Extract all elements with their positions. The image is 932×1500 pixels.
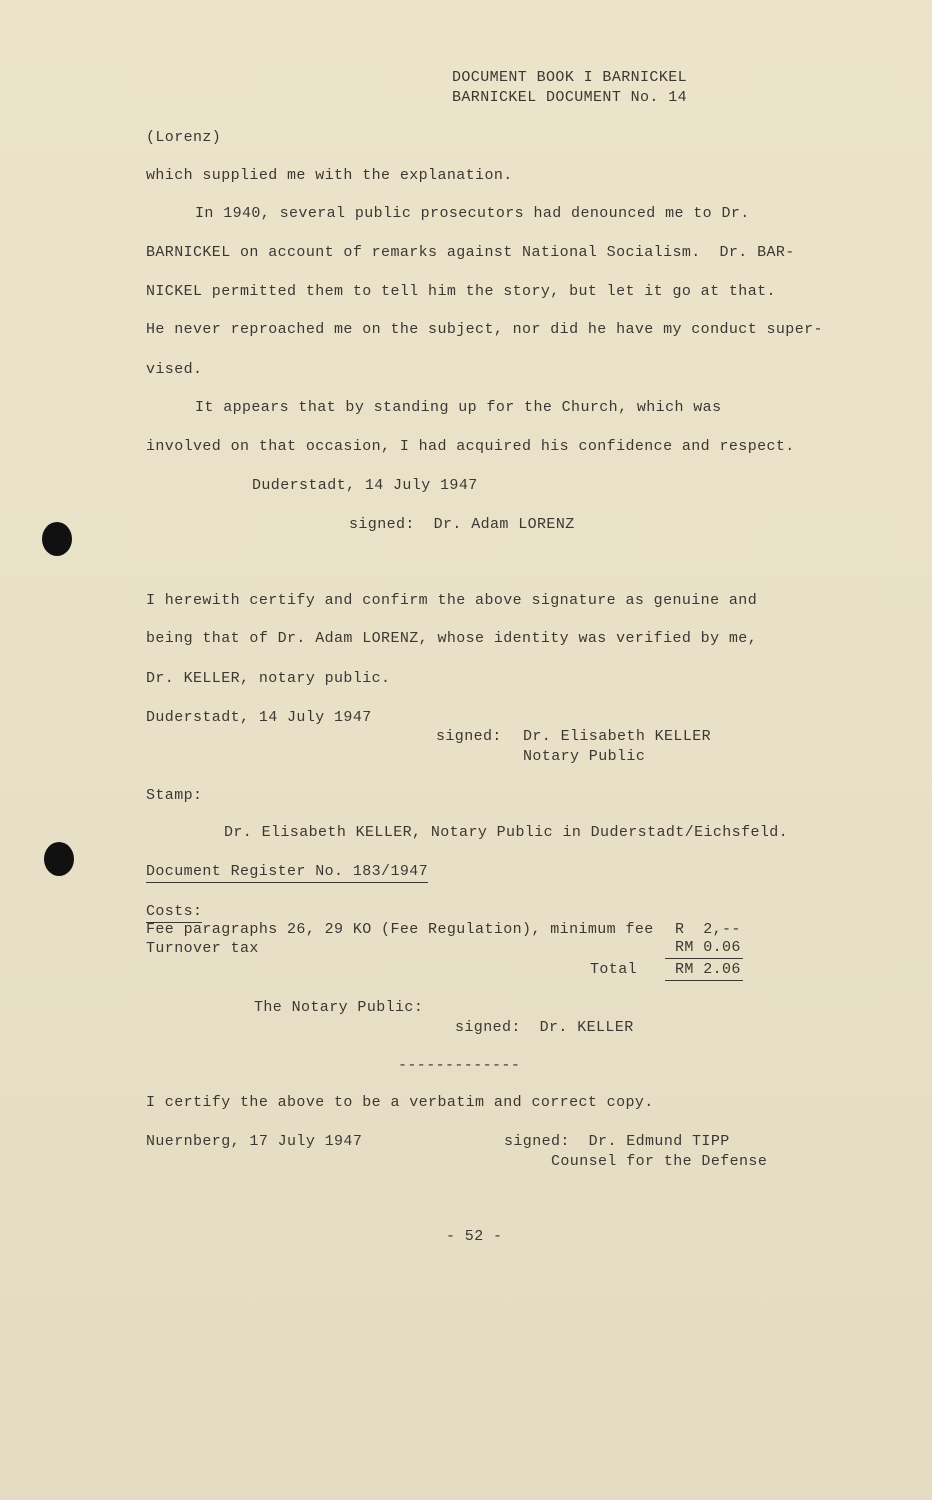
notary-signed: signed: Dr. KELLER: [455, 1019, 634, 1036]
body-line: involved on that occasion, I had acquired his confidence and respect.: [146, 438, 795, 455]
copy-certification: I certify the above to be a verbatim and correct copy.: [146, 1094, 654, 1111]
certification-line: being that of Dr. Adam LORENZ, whose identity was verified by me,: [146, 630, 758, 647]
turnover-tax-label: Turnover tax: [146, 940, 259, 957]
copy-signer-role: Counsel for the Defense: [551, 1153, 768, 1170]
body-line: BARNICKEL on account of remarks against National Socialism. Dr. BAR-: [146, 244, 795, 261]
body-line: He never reproached me on the subject, nor did he have my conduct super-: [146, 321, 823, 338]
stamp-text: Dr. Elisabeth KELLER, Notary Public in Duderstadt/Eichsfeld.: [224, 824, 789, 841]
speaker-label: (Lorenz): [146, 129, 222, 146]
body-line: It appears that by standing up for the Church, which was: [195, 399, 722, 416]
turnover-tax-amount: RM 0.06: [675, 939, 741, 956]
copy-signed: signed: Dr. Edmund TIPP: [504, 1133, 730, 1150]
total-rule: [665, 980, 743, 981]
total-amount: RM 2.06: [675, 961, 741, 978]
body-line: NICKEL permitted them to tell him the story, but let it go at that.: [146, 283, 776, 300]
separator-line: -------------: [398, 1057, 521, 1074]
punch-hole: [42, 522, 72, 556]
header-document-book: DOCUMENT BOOK I BARNICKEL: [452, 69, 688, 86]
costs-label: Costs:: [146, 903, 202, 923]
punch-hole: [44, 842, 74, 876]
document-register: Document Register No. 183/1947: [146, 863, 428, 883]
body-line: which supplied me with the explanation.: [146, 167, 513, 184]
certification-line: Dr. KELLER, notary public.: [146, 670, 391, 687]
copy-place-date: Nuernberg, 17 July 1947: [146, 1133, 363, 1150]
fee-amount: R 2,--: [675, 921, 741, 938]
body-line: In 1940, several public prosecutors had denounced me to Dr.: [195, 205, 750, 222]
total-label: Total: [590, 961, 638, 978]
body-line: vised.: [146, 361, 203, 378]
certification-signed-title: Notary Public: [523, 748, 646, 765]
certification-signed-label: signed:: [436, 728, 502, 745]
certification-line: I herewith certify and confirm the above signature as genuine and: [146, 592, 758, 609]
stamp-label: Stamp:: [146, 787, 203, 804]
signature-line: signed: Dr. Adam LORENZ: [349, 516, 575, 533]
fee-line: Fee paragraphs 26, 29 KO (Fee Regulation), minimum fee: [146, 921, 654, 938]
notary-label: The Notary Public:: [254, 999, 424, 1016]
place-date: Duderstadt, 14 July 1947: [252, 477, 478, 494]
subtotal-rule: [665, 958, 743, 959]
certification-signed-name: Dr. Elisabeth KELLER: [523, 728, 712, 745]
header-document-number: BARNICKEL DOCUMENT No. 14: [452, 89, 688, 106]
certification-place-date: Duderstadt, 14 July 1947: [146, 709, 372, 726]
page-number: - 52 -: [446, 1228, 503, 1245]
